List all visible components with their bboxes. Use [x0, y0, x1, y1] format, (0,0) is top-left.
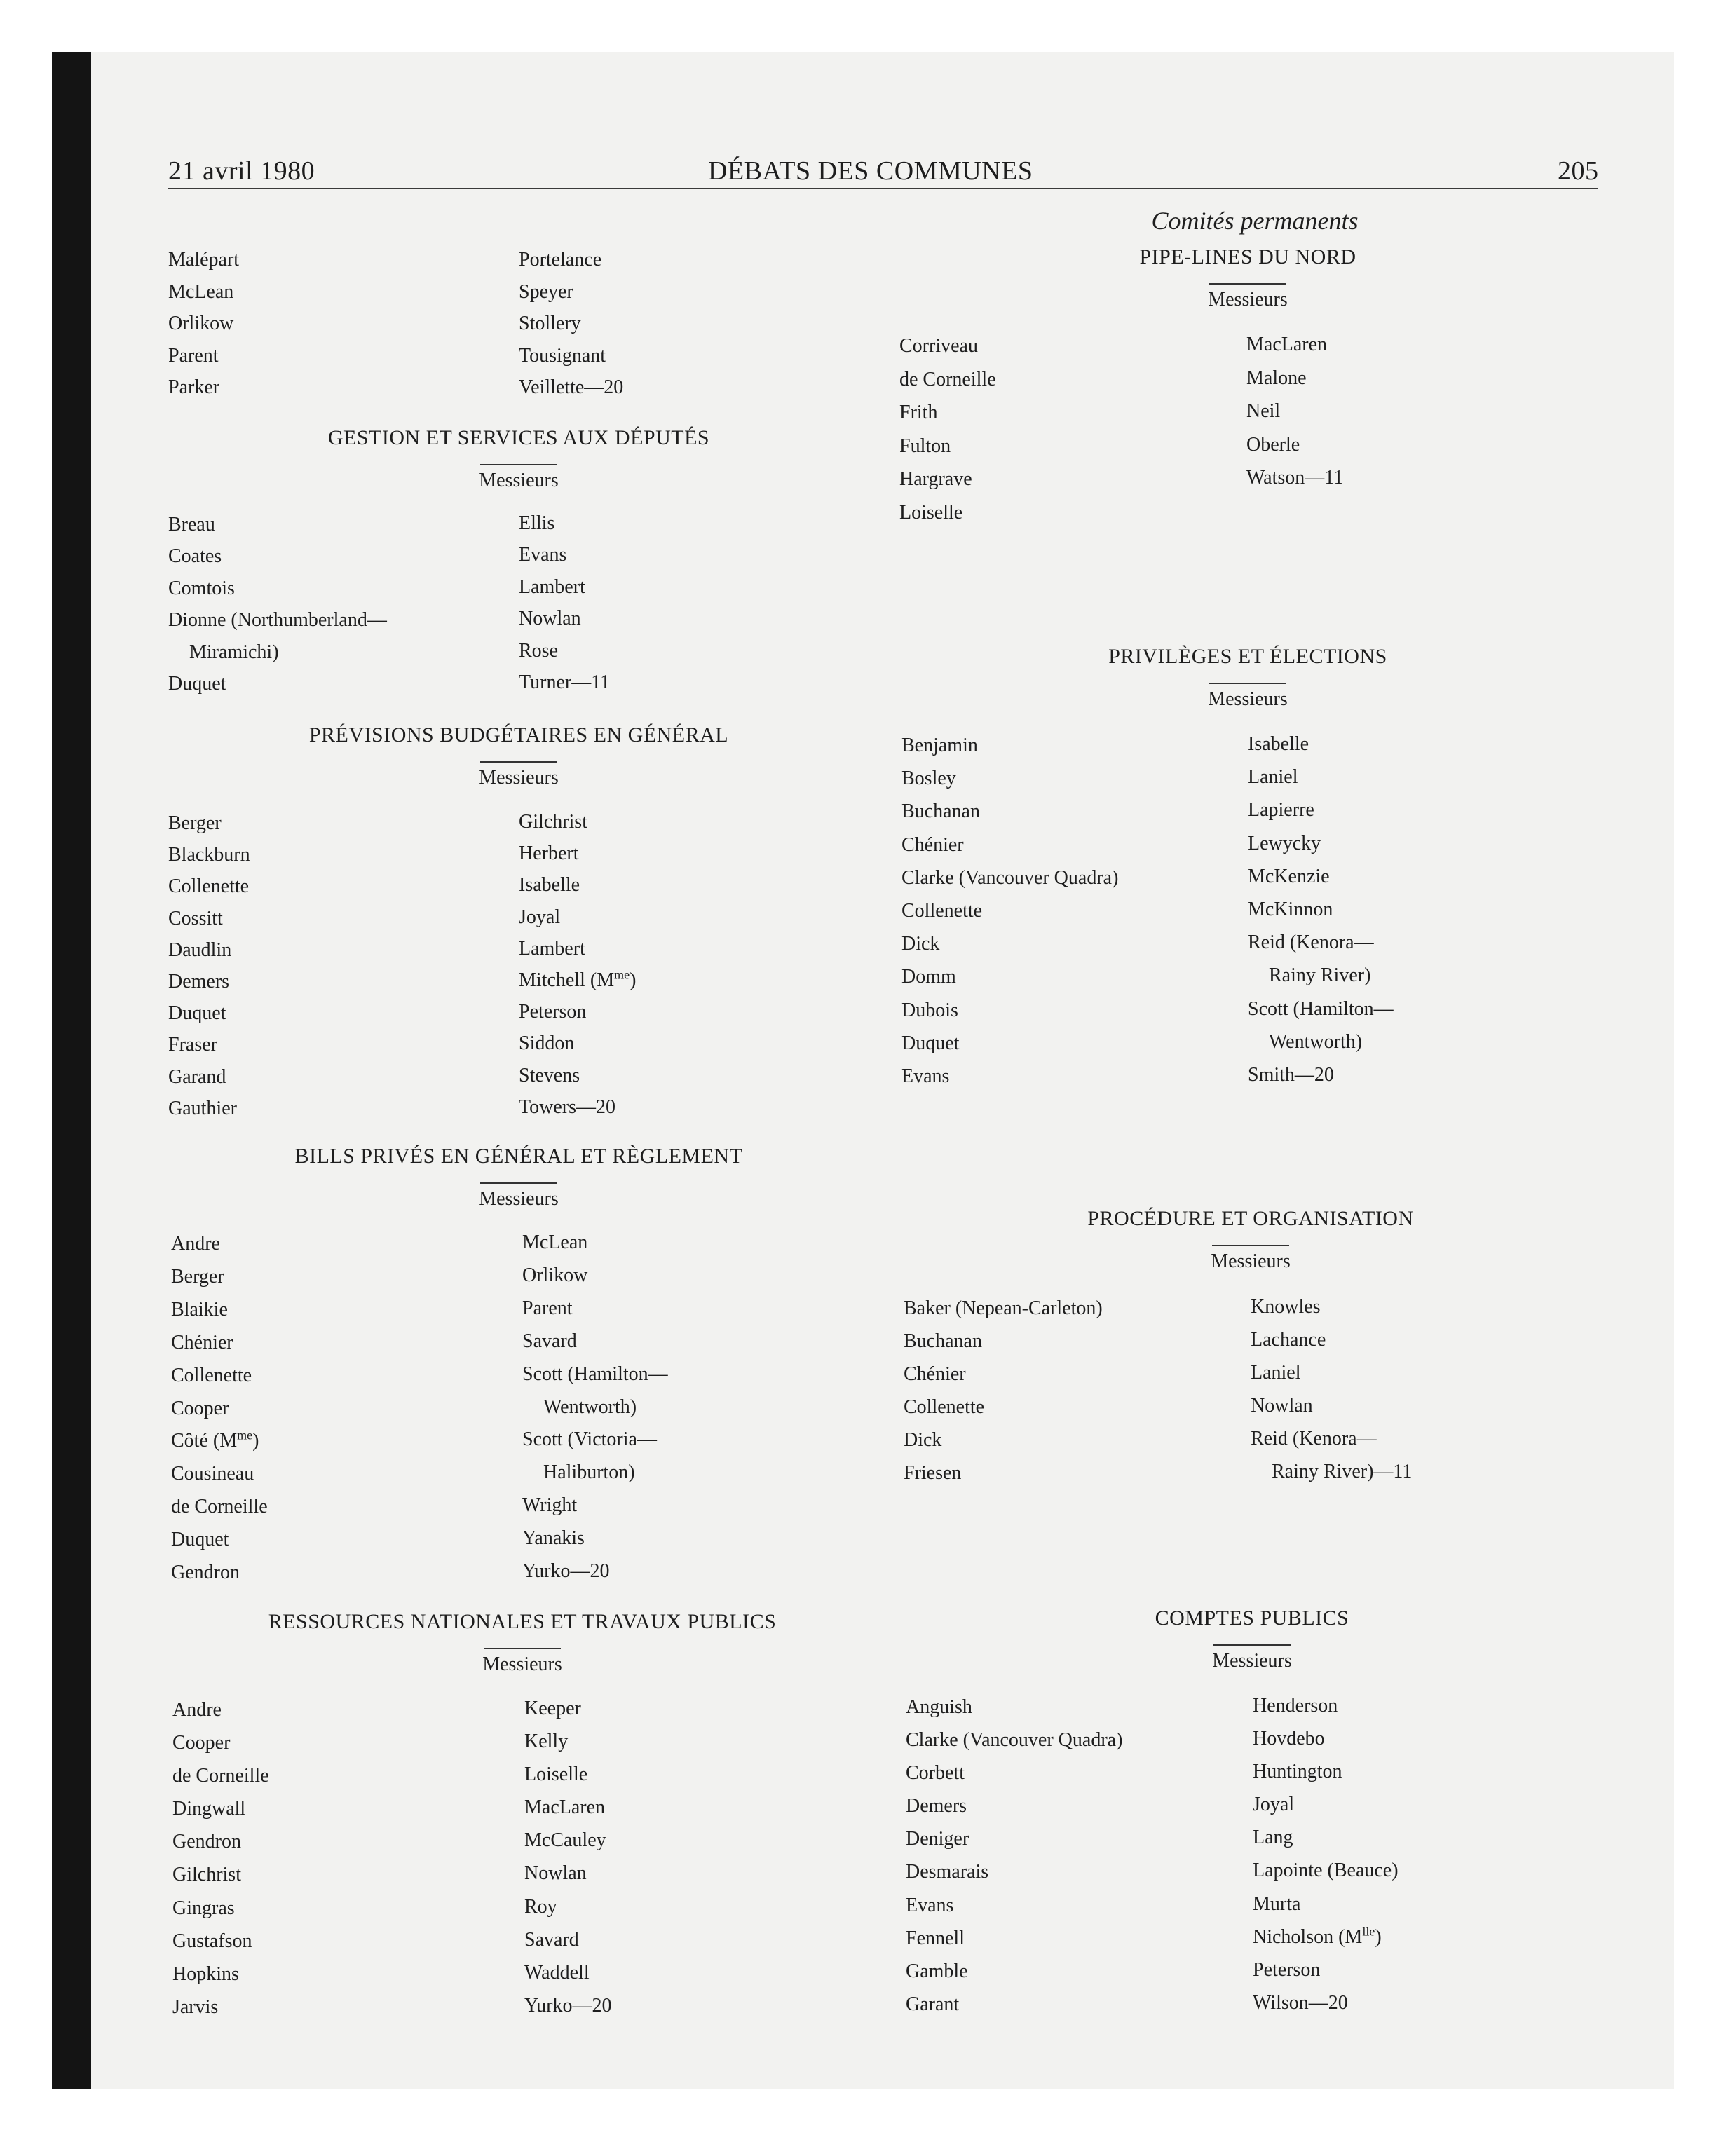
member-name: Duquet — [901, 1032, 960, 1054]
member-name: Friesen — [904, 1462, 962, 1484]
messieurs-label: Messieurs — [1212, 1650, 1292, 1672]
member-name: Malépart — [168, 249, 240, 271]
member-name: Andre — [172, 1699, 222, 1721]
member-name: Reid (Kenora— — [1251, 1428, 1377, 1449]
member-name: Nowlan — [1251, 1395, 1313, 1417]
member-name: Gauthier — [168, 1097, 237, 1119]
committee-rule — [480, 761, 557, 763]
member-name: Lewycky — [1248, 832, 1321, 854]
member-name: Ellis — [519, 512, 555, 534]
member-name: Anguish — [906, 1696, 972, 1718]
members-left-column — [906, 1691, 1122, 2021]
member-name: Collenette — [171, 1364, 252, 1386]
member-name: Domm — [901, 966, 956, 988]
member-name: Stollery — [519, 313, 581, 334]
members-right-column — [524, 1692, 611, 2022]
member-name: Scott (Hamilton— — [522, 1363, 668, 1385]
member-name: Yurko—20 — [522, 1560, 610, 1583]
committee-rule — [1213, 1644, 1291, 1646]
member-name: McCauley — [524, 1829, 606, 1852]
member-name: Bosley — [901, 767, 956, 790]
member-name: Berger — [168, 812, 222, 834]
page-paper — [91, 52, 1674, 2089]
member-name: Gamble — [906, 1960, 968, 1982]
committee-rule — [484, 1648, 561, 1649]
member-name: Fulton — [899, 435, 951, 457]
member-name: Parker — [168, 376, 220, 398]
member-name: Towers—20 — [519, 1096, 616, 1118]
member-name: Corriveau — [899, 335, 978, 357]
member-name: Frith — [899, 402, 938, 424]
member-name: Kelly — [524, 1731, 569, 1753]
member-name: Clarke (Vancouver Quadra) — [901, 866, 1119, 889]
member-name: Collenette — [904, 1396, 985, 1418]
member-name: Malone — [1246, 367, 1307, 389]
member-name: Fennell — [906, 1927, 965, 1949]
member-name: Desmarais — [906, 1861, 989, 1883]
member-name: Buchanan — [901, 800, 980, 823]
member-name: Comtois — [168, 577, 235, 599]
member-name: de Corneille — [899, 368, 996, 390]
messieurs-label: Messieurs — [479, 1188, 559, 1210]
member-name: Joyal — [519, 906, 561, 928]
member-name: Yurko—20 — [524, 1994, 612, 2017]
member-name: Laniel — [1248, 766, 1298, 789]
member-name: Isabelle — [519, 874, 580, 896]
member-name: Wentworth) — [543, 1396, 637, 1418]
members-right-column — [1246, 328, 1343, 495]
committee-rule — [1209, 283, 1286, 285]
member-name: Lachance — [1251, 1329, 1326, 1351]
member-name: Lambert — [519, 575, 585, 598]
committee-title: PRÉVISIONS BUDGÉTAIRES EN GÉNÉRAL — [308, 723, 729, 746]
members-right-column — [1253, 1689, 1399, 2019]
committee-title: COMPTES PUBLICS — [1155, 1606, 1349, 1630]
members-left-column — [171, 1228, 268, 1590]
member-name: Haliburton) — [543, 1461, 635, 1484]
member-name: Benjamin — [901, 735, 978, 756]
member-name: McLean — [168, 280, 234, 303]
member-name: Hargrave — [899, 468, 972, 491]
member-name: de Corneille — [171, 1496, 268, 1518]
member-name: Peterson — [519, 1001, 587, 1023]
member-name: Coates — [168, 545, 222, 568]
member-name: Wilson—20 — [1253, 1991, 1348, 2014]
member-name: Daudlin — [168, 939, 232, 961]
member-name: MacLaren — [524, 1796, 606, 1819]
member-name: Isabelle — [1248, 733, 1309, 755]
header-title: DÉBATS DES COMMUNES — [708, 156, 1033, 186]
member-name: Rainy River)—11 — [1272, 1461, 1413, 1482]
header-date: 21 avril 1980 — [168, 156, 315, 186]
members-left-column — [168, 807, 250, 1124]
committee-rule — [480, 1182, 557, 1184]
members-right-column — [1248, 728, 1394, 1091]
member-name: Lapierre — [1248, 799, 1314, 821]
member-name: Nowlan — [524, 1862, 587, 1885]
header-page-number: 205 — [1558, 156, 1599, 186]
member-name: Chénier — [171, 1331, 233, 1353]
member-name: Henderson — [1253, 1695, 1338, 1717]
member-name: Waddell — [524, 1961, 590, 1984]
member-name: Garant — [906, 1993, 960, 2015]
member-name: Demers — [168, 971, 230, 993]
member-name: Cousineau — [171, 1463, 254, 1485]
member-name: Wright — [522, 1494, 578, 1517]
member-name: Roy — [524, 1895, 557, 1918]
member-name: Parent — [522, 1297, 573, 1319]
member-name: Gilchrist — [172, 1864, 241, 1886]
member-name: Collenette — [168, 875, 250, 898]
member-name: Hopkins — [172, 1963, 239, 1985]
member-name: Lambert — [519, 937, 585, 960]
member-name: Rose — [519, 639, 558, 662]
member-name: Mitchell $(M^{me})$ — [519, 967, 637, 992]
section-subtitle: Comités permanents — [1151, 207, 1359, 235]
member-name: Dingwall — [172, 1798, 246, 1820]
member-name: Neil — [1246, 400, 1281, 423]
member-name: Reid (Kenora— — [1248, 932, 1374, 954]
members-left-column — [901, 729, 1118, 1093]
members-left-column — [168, 509, 387, 700]
member-name: Blaikie — [171, 1298, 228, 1321]
member-name: Scott (Hamilton— — [1248, 997, 1394, 1020]
members-left-column — [899, 329, 996, 530]
member-name: Gendron — [172, 1831, 241, 1853]
member-name: Turner—11 — [519, 671, 611, 694]
messieurs-label: Messieurs — [479, 470, 559, 491]
member-name: Speyer — [519, 280, 573, 303]
member-name: Hovdebo — [1253, 1728, 1325, 1750]
member-name: Chénier — [901, 833, 964, 856]
committee-rule — [1212, 1245, 1289, 1246]
member-name: McKenzie — [1248, 865, 1330, 887]
member-name: Côté $(M^{me})$ — [171, 1428, 259, 1452]
member-name: Breau — [168, 514, 215, 535]
member-name: Miramichi) — [189, 641, 279, 663]
member-name: Andre — [171, 1233, 220, 1255]
member-name: Dionne (Northumberland— — [168, 609, 387, 632]
member-name: Buchanan — [904, 1330, 982, 1352]
members-left-column — [904, 1292, 1103, 1489]
member-name: Portelance — [519, 249, 602, 271]
member-name: Knowles — [1251, 1296, 1321, 1318]
committee-rule — [480, 464, 557, 465]
member-name: Smith—20 — [1248, 1064, 1334, 1086]
member-name: Stevens — [519, 1064, 580, 1086]
member-name: Gendron — [171, 1562, 240, 1584]
members-left-column — [172, 1693, 269, 2024]
member-name: Berger — [171, 1265, 224, 1288]
member-name: Herbert — [519, 842, 579, 865]
member-name: Joyal — [1253, 1794, 1295, 1816]
member-name: Duquet — [168, 1002, 226, 1025]
member-name: Parent — [168, 344, 219, 367]
member-name: Deniger — [906, 1828, 969, 1850]
member-name: McKinnon — [1248, 899, 1333, 921]
committee-title: PRIVILÈGES ET ÉLECTIONS — [1108, 645, 1387, 668]
member-name: Loiselle — [524, 1763, 588, 1786]
member-name: de Corneille — [172, 1765, 269, 1787]
member-name: Fraser — [168, 1034, 217, 1056]
committee-title: RESSOURCES NATIONALES ET TRAVAUX PUBLICS — [268, 1610, 777, 1633]
committee-rule — [1209, 683, 1286, 684]
member-name: Veillette—20 — [519, 376, 624, 398]
member-name: Cooper — [172, 1732, 231, 1754]
member-name: Wentworth) — [1269, 1030, 1363, 1053]
member-name: Garand — [168, 1065, 226, 1088]
member-name: MacLaren — [1246, 334, 1328, 355]
member-name: Duquet — [171, 1529, 229, 1551]
committee-title: GESTION ET SERVICES AUX DÉPUTÉS — [327, 426, 710, 449]
member-name: Cooper — [171, 1397, 229, 1419]
messieurs-label: Messieurs — [482, 1653, 562, 1675]
member-name: Nowlan — [519, 608, 581, 630]
member-name: Loiselle — [899, 501, 963, 524]
member-name: Gingras — [172, 1897, 235, 1919]
member-name: Dick — [901, 933, 940, 955]
member-name: Lapointe (Beauce) — [1253, 1860, 1399, 1882]
member-name: Corbett — [906, 1762, 965, 1785]
member-name: Watson—11 — [1246, 467, 1344, 489]
member-name: McLean — [522, 1231, 588, 1253]
member-name: Yanakis — [522, 1527, 585, 1550]
member-name: Evans — [901, 1065, 950, 1088]
messieurs-label: Messieurs — [1208, 688, 1288, 710]
member-name: Cossitt — [168, 907, 223, 929]
committee-title: BILLS PRIVÉS EN GÉNÉRAL ET RÈGLEMENT — [294, 1145, 743, 1168]
messieurs-label: Messieurs — [479, 767, 559, 789]
member-name: Keeper — [524, 1698, 581, 1719]
member-name: Peterson — [1253, 1958, 1321, 1981]
member-name: Duquet — [168, 673, 226, 695]
member-name: Blackburn — [168, 844, 250, 866]
member-name: Gilchrist — [519, 811, 587, 833]
committee-title: PROCÉDURE ET ORGANISATION — [1087, 1207, 1414, 1230]
member-name: Murta — [1253, 1892, 1301, 1915]
member-name: Savard — [524, 1928, 579, 1951]
member-name: Demers — [906, 1795, 967, 1817]
member-name: Scott (Victoria— — [522, 1428, 657, 1451]
member-name: Laniel — [1251, 1362, 1301, 1384]
committee-title: PIPE-LINES DU NORD — [1139, 245, 1356, 268]
member-name: Tousignant — [519, 344, 606, 367]
messieurs-label: Messieurs — [1208, 289, 1288, 311]
member-name: Nicholson $(M^{lle})$ — [1253, 1924, 1382, 1948]
continued-members-right — [519, 244, 623, 404]
member-name: Oberle — [1246, 433, 1300, 456]
member-name: Savard — [522, 1330, 577, 1352]
member-name: Rainy River) — [1269, 964, 1371, 987]
member-name: Huntington — [1253, 1761, 1342, 1783]
member-name: Orlikow — [522, 1264, 588, 1286]
members-right-column — [519, 507, 610, 698]
member-name: Chénier — [904, 1363, 966, 1385]
scan-edge — [52, 52, 91, 2089]
messieurs-label: Messieurs — [1211, 1250, 1291, 1272]
member-name: Lang — [1253, 1827, 1293, 1849]
member-name: Jarvis — [172, 1995, 219, 2018]
member-name: Orlikow — [168, 313, 234, 334]
member-name: Dubois — [901, 999, 958, 1021]
members-right-column — [1251, 1290, 1412, 1488]
member-name: Evans — [906, 1894, 954, 1916]
member-name: Collenette — [901, 900, 983, 922]
continued-members-left — [168, 244, 239, 404]
members-right-column — [522, 1227, 668, 1588]
member-name: Siddon — [519, 1032, 575, 1055]
members-right-column — [519, 806, 636, 1123]
member-name: Baker (Nepean-Carleton) — [904, 1297, 1103, 1319]
member-name: Clarke (Vancouver Quadra) — [906, 1729, 1123, 1752]
header-rule — [168, 188, 1598, 189]
member-name: Dick — [904, 1429, 942, 1451]
member-name: Evans — [519, 544, 567, 566]
member-name: Gustafson — [172, 1930, 252, 1952]
